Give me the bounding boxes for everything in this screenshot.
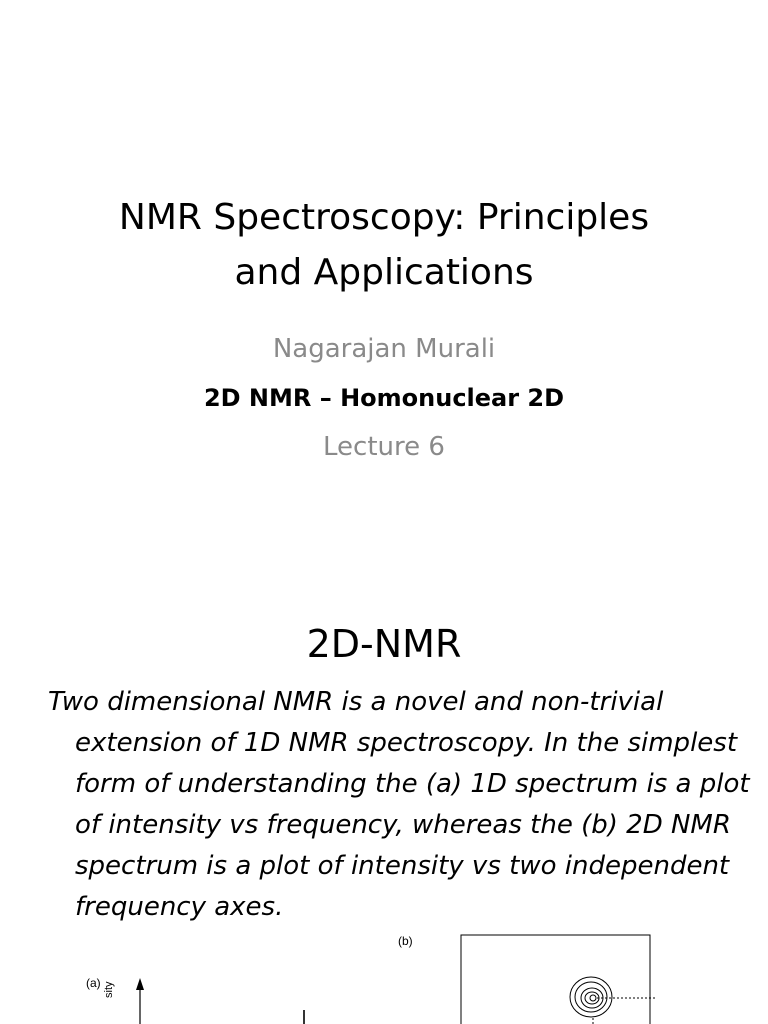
figure-a-y-axis-arrow — [136, 978, 144, 990]
title-line-2: and Applications — [234, 252, 534, 293]
slide-heading: 2D-NMR — [306, 622, 462, 666]
figure-a-1d-spectrum — [136, 978, 304, 1024]
author-name: Nagarajan Murali — [272, 334, 496, 364]
figure-b-frame — [461, 935, 650, 1024]
content-slide — [0, 560, 768, 1024]
figure-a-label: (a) — [86, 976, 101, 990]
lecture-number: Lecture 6 — [323, 432, 445, 462]
figure-b-2d-spectrum — [461, 935, 656, 1024]
title-line-1: NMR Spectroscopy: Principles — [118, 197, 650, 238]
spectrum-figures — [0, 920, 768, 1024]
slide-title — [0, 190, 768, 300]
figure-b-contour-peak — [570, 977, 612, 1017]
slide-paragraph: Two dimensional NMR is a novel and non-trivial extension of 1D NMR spectroscopy. In the simplest form of understanding the (a) 1D spectrum is a plot of intensity vs frequency, whereas the (b) 2D NMR spectrum is a plot of intensity vs two independent frequency axes. — [48, 687, 750, 922]
figure-b-label: (b) — [398, 934, 413, 948]
figure-a-y-axis-label: sity — [103, 981, 115, 998]
lecture-topic: 2D NMR – Homonuclear 2D — [203, 384, 565, 412]
